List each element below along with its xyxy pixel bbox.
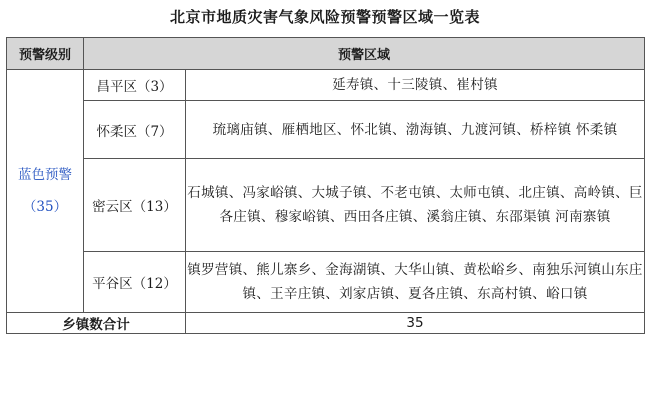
warning-level-count: （35） <box>22 199 68 215</box>
table-row <box>7 70 645 101</box>
district-cell: 怀柔区（7） <box>84 101 186 159</box>
towns-cell: 琉璃庙镇、雁栖地区、怀北镇、渤海镇、九渡河镇、桥梓镇 怀柔镇 <box>186 101 645 159</box>
table-row <box>7 159 645 252</box>
table-row <box>7 101 645 159</box>
total-value: 35 <box>186 313 645 334</box>
towns-cell: 石城镇、冯家峪镇、大城子镇、不老屯镇、太师屯镇、北庄镇、高岭镇、巨各庄镇、穆家峪镇、西田各庄镇、溪翁庄镇、东邵渠镇 河南寨镇 <box>186 159 645 252</box>
warning-level-name: 蓝色预警 <box>18 167 72 183</box>
district-cell: 平谷区（12） <box>84 252 186 313</box>
total-label: 乡镇数合计 <box>7 313 186 334</box>
header-level: 预警级别 <box>7 38 84 70</box>
warning-region-table <box>6 37 645 334</box>
district-cell: 昌平区（3） <box>84 70 186 101</box>
district-cell: 密云区（13） <box>84 159 186 252</box>
header-region: 预警区域 <box>84 38 645 70</box>
warning-level-cell <box>7 70 84 313</box>
page-title: 北京市地质灾害气象风险预警预警区域一览表 <box>169 8 480 26</box>
towns-cell: 镇罗营镇、熊儿寨乡、金海湖镇、大华山镇、黄松峪乡、南独乐河镇山东庄镇、王辛庄镇、刘家店镇、夏各庄镇、东高村镇、峪口镇 <box>186 252 645 313</box>
total-row <box>7 313 645 334</box>
table-row <box>7 252 645 313</box>
table-header-row <box>7 38 645 70</box>
towns-cell: 延寿镇、十三陵镇、崔村镇 <box>186 70 645 101</box>
